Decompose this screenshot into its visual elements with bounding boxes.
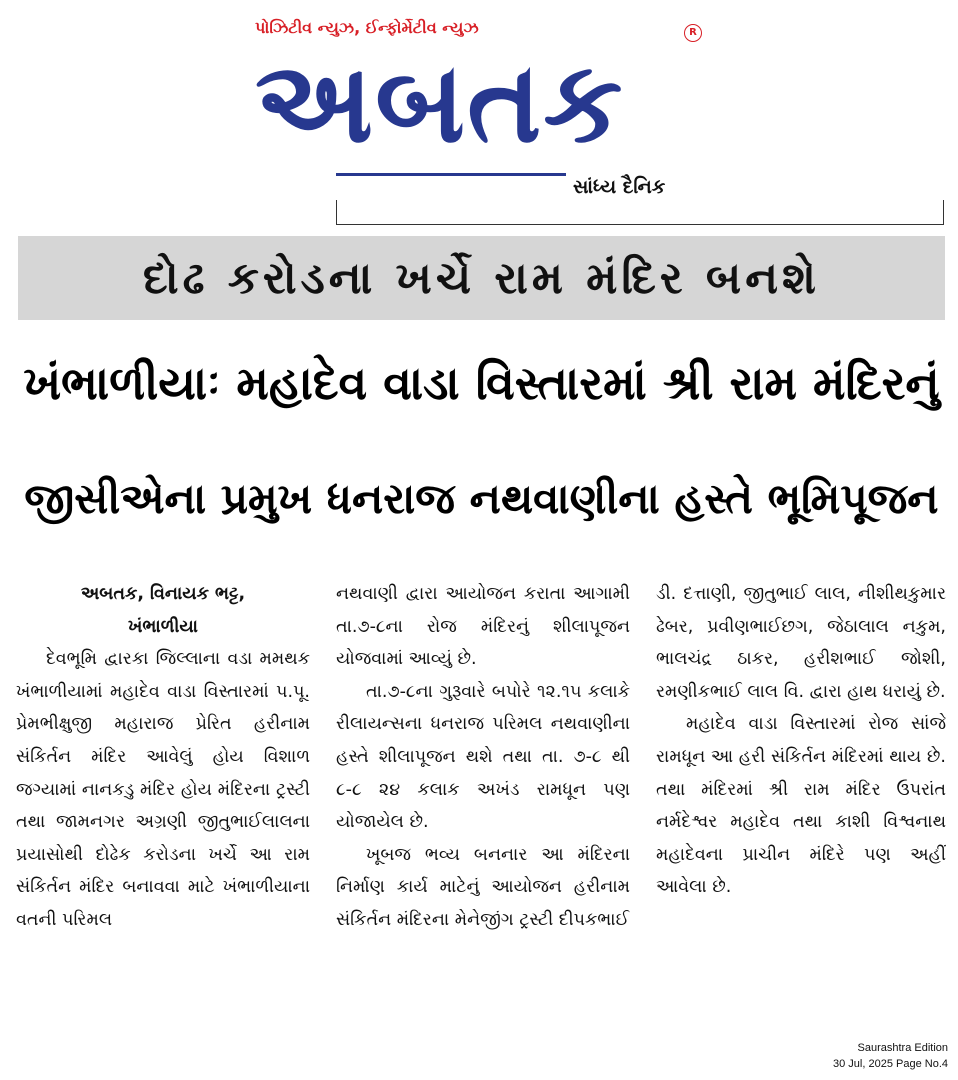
paragraph: મહાદેવ વાડા વિસ્તારમાં રોજ સાંજે રામધૂન આ હરી સંકિર્તન મંદિરમાં થાય છે. તથા મંદિરમાં શ્રી રામ મંદિર ઉપરાંત નર્મદેશ્વર મહાદેવ તથા કાશી વિશ્વનાથ મહાદેવના પ્રાચીન મંદિરે પણ અહીં આવેલા છે. [656, 714, 946, 898]
masthead [0, 0, 958, 230]
masthead-tagline: પોઝિટીવ ન્યુઝ, ઈન્ફોર્મેટીવ ન્યુઝ [255, 18, 479, 37]
footer-edition: Saurashtra Edition [857, 1042, 948, 1054]
article-column-1 [16, 578, 310, 937]
logo-underline [336, 173, 566, 176]
paragraph: દેવભૂમિ દ્વારકા જિલ્લાના વડા મમથક ખંભાળીયામાં મહાદેવ વાડા વિસ્તારમાં પ.પૂ. પ્રેમભીક્ષુજી મહારાજ પ્રેરિત હરીનામ સંકિર્તન મંદિર આવેલું હોય વિશાળ જગ્યામાં નાનકડુ મંદિર હોય મંદિરના ટ્રસ્ટી તથા જામનગર અગ્રણી જીતુભાઈલાલના પ્રયાસોથી દોઢેક કરોડના ખર્ચે આ રામ સંકિર્તન મંદિર બનાવવા માટે ખંભાળીયાના વતની પરિમલ [16, 649, 310, 930]
paragraph: ડી. દત્તાણી, જીતુભાઈ લાલ, નીશીથકુમાર ઢેબર, પ્રવીણભાઈછગ, જેઠાલાલ નકુમ, ભાલચંદ્ર ઠાકર, હરીશભાઈ જોશી, રમણીકભાઈ લાલ વિ. દ્વારા હાથ ધરાયું છે. [656, 584, 946, 702]
paragraph: ખૂબજ ભવ્ય બનનાર આ મંદિરના નિર્માણ કાર્ય માટેનું આયોજન હરીનામ સંકિર્તન મંદિરના મેનેજીંગ ટ્રસ્ટી દીપકભાઈ [336, 844, 630, 930]
masthead-rule [336, 200, 944, 225]
article-column-2 [336, 578, 630, 937]
paragraph: નથવાણી દ્વારા આયોજન કરાતા આગામી તા.૭-૮ના રોજ મંદિરનું શીલાપૂજન યોજવામાં આવ્યું છે. [336, 584, 630, 670]
article-column-3 [656, 578, 946, 904]
byline [16, 578, 310, 643]
headline-line-1: ખંભાળીયાઃ મહાદેવ વાડા વિસ્તારમાં શ્રી રામ મંદિરનું [23, 356, 940, 410]
page-footer [833, 1040, 948, 1072]
paragraph: તા.૭-૮ના ગુરૂવારે બપોરે ૧૨.૧૫ કલાકે રીલાયન્સના ધનરાજ પરિમલ નથવાણીના હસ્તે શીલાપૂજન થશે તથા તા. ૭-૮ થી ૮-૮ ૨૪ કલાક અખંડ રામધૂન પણ યોજાયેલ છે. [336, 681, 630, 833]
registered-trademark-icon: R [684, 24, 702, 42]
edition-type: સાંધ્ય દૈનિક [573, 176, 666, 198]
newspaper-logo: અબતક [255, 38, 625, 168]
byline-location: ખંભાળીયા [128, 616, 198, 637]
article-kicker: દોઢ કરોડના ખર્ચે રામ મંદિર બનશે [18, 236, 945, 320]
byline-author: અબતક, વિનાયક ભટ્ટ, [80, 584, 246, 604]
footer-date-page: 30 Jul, 2025 Page No.4 [833, 1058, 948, 1070]
headline-line-2: જીસીએના પ્રમુખ ધનરાજ નથવાણીના હસ્તે ભૂમિપૂજન [24, 474, 939, 523]
